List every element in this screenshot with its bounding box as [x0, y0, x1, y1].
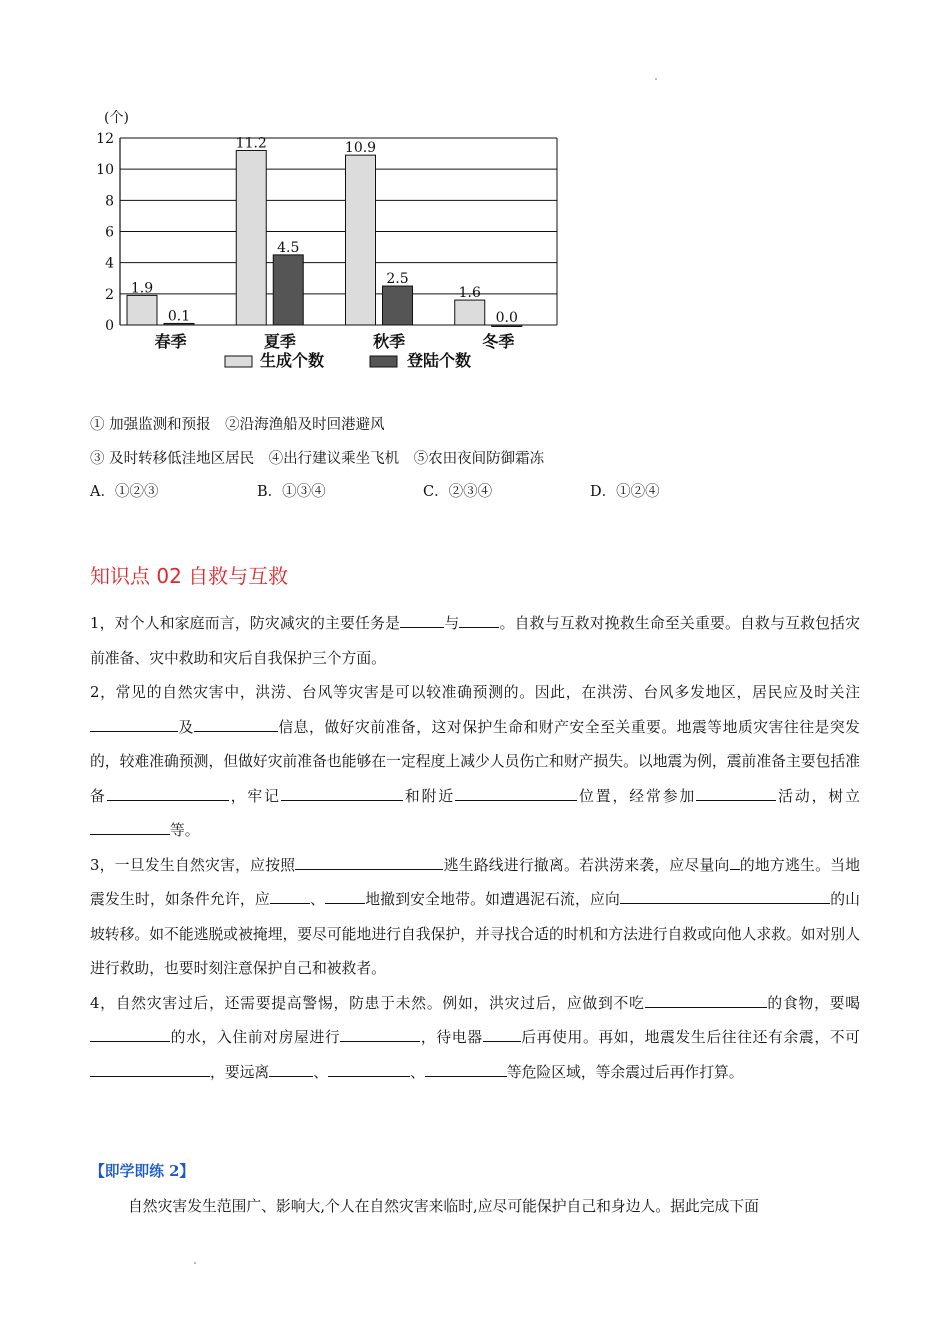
y-tick-label: 6: [105, 224, 114, 241]
blank[interactable]: [295, 853, 443, 870]
blank[interactable]: [400, 611, 444, 628]
bar-landed: [383, 286, 413, 325]
blank[interactable]: [340, 1025, 420, 1042]
scan-dot: [194, 1262, 196, 1264]
bar-generated: [346, 155, 376, 325]
data-label: 11.2: [235, 135, 267, 152]
blank[interactable]: [328, 1060, 410, 1077]
legend-label-generated: 生成个数: [260, 351, 325, 370]
blank[interactable]: [90, 715, 178, 732]
legend-label-landed: 登陆个数: [407, 351, 472, 370]
answer-choices: [90, 480, 790, 502]
y-tick-label: 4: [105, 255, 114, 272]
answer-b[interactable]: B．①③④: [257, 484, 326, 500]
practice-intro: 自然灾害发生范围广、影响大,个人在自然灾害来临时,应尽可能保护自己和身边人。据此完成下面: [128, 1198, 759, 1215]
blank[interactable]: [459, 611, 499, 628]
data-label: 0.0: [495, 310, 518, 326]
section-title: 知识点 02 自救与互救: [90, 564, 289, 588]
blank[interactable]: [194, 715, 278, 732]
data-label: 1.6: [458, 285, 481, 302]
paragraph-3: 3，一旦发生自然灾害，应按照 逃生路线进行撤离。若洪涝来袭，应尽量向 的地方逃生。当地震发生时，如条件允许，应 、 地撤到安全地带。如遭遇泥石流，应向 的山坡转移。如不能逃脱或被掩埋，要尽可能地进行自我保护，并寻找合适的时机和方法进行自救或向他人求救。如对别人进行救助，也要时刻注意保护自己和被救者。: [90, 849, 860, 987]
blank[interactable]: [107, 784, 229, 801]
x-tick-label: 夏季: [263, 332, 296, 351]
blank[interactable]: [325, 887, 365, 904]
answer-a[interactable]: A．①②③: [90, 484, 159, 500]
data-label: 4.5: [277, 239, 300, 256]
data-label: 0.1: [167, 308, 191, 325]
data-label: 2.5: [386, 271, 409, 288]
y-tick-label: 10: [96, 162, 114, 179]
paragraph-1: 1，对个人和家庭而言，防灾减灾的主要任务是 与 。自救与互救对挽救生命至关重要。自救与互救包括灾前准备、灾中救助和灾后自我保护三个方面。: [90, 607, 860, 676]
bar-generated: [455, 300, 485, 325]
y-tick-label: 0: [105, 318, 114, 334]
blank[interactable]: [270, 887, 310, 904]
bar-generated: [127, 295, 157, 325]
y-tick-label: 12: [96, 131, 114, 147]
blank[interactable]: [90, 1060, 210, 1077]
data-label: 1.9: [130, 280, 154, 297]
y-tick-label: 8: [105, 193, 114, 210]
blank[interactable]: [425, 1060, 507, 1077]
y-axis-label: (个): [104, 110, 129, 126]
legend-swatch-generated: [225, 356, 252, 367]
option-statements-line-2: ③ 及时转移低洼地区居民 ④出行建议乘坐飞机 ⑤农田夜间防御霜冻: [90, 451, 545, 467]
legend-swatch-landed: [370, 356, 397, 367]
blank[interactable]: [620, 887, 830, 904]
x-tick-label: 秋季: [373, 332, 406, 351]
blank[interactable]: [455, 784, 577, 801]
paragraph-4: 4，自然灾害过后，还需要提高警惕，防患于未然。例如，洪灾过后，应做到不吃 的食物，要喝的水，入住前对房屋进行 ，待电器 后再使用。再如，地震发生后往往还有余震，不可，要远离 、 、 等危险区域，等余震过后再作打算。: [90, 987, 860, 1091]
typhoon-season-bar-chart: [80, 100, 580, 390]
x-tick-label: 春季: [154, 332, 187, 351]
knowledge-body: [90, 607, 860, 1090]
blank[interactable]: [730, 853, 740, 870]
bar-generated: [236, 150, 266, 325]
blank[interactable]: [90, 818, 170, 835]
blank[interactable]: [696, 784, 776, 801]
blank[interactable]: [483, 1025, 521, 1042]
data-label: 10.9: [344, 140, 377, 157]
scan-dot: [655, 78, 657, 80]
x-tick-label: 冬季: [482, 332, 515, 351]
bar-landed: [273, 255, 303, 325]
blank[interactable]: [90, 1025, 170, 1042]
practice-heading: 【即学即练 2】: [90, 1163, 195, 1180]
blank[interactable]: [269, 1060, 313, 1077]
blank[interactable]: [645, 991, 767, 1008]
paragraph-2: 2，常见的自然灾害中，洪涝、台风等灾害是可以较准确预测的。因此，在洪涝、台风多发地区，居民应及时关注及 信息，做好灾前准备，这对保护生命和财产安全至关重要。地震等地质灾害往往是突发的，较难准确预测，但做好灾前准备也能够在一定程度上减少人员伤亡和财产损失。以地震为例，震前准备主要包括准备 ，牢记 和附近 位置，经常参加 活动，树立等。: [90, 684, 860, 839]
blank[interactable]: [281, 784, 403, 801]
option-statements-line-1: ① 加强监测和预报 ②沿海渔船及时回港避风: [90, 417, 385, 433]
y-tick-label: 2: [105, 286, 114, 303]
answer-c[interactable]: C．②③④: [423, 484, 493, 500]
answer-d[interactable]: D．①②④: [590, 484, 660, 500]
